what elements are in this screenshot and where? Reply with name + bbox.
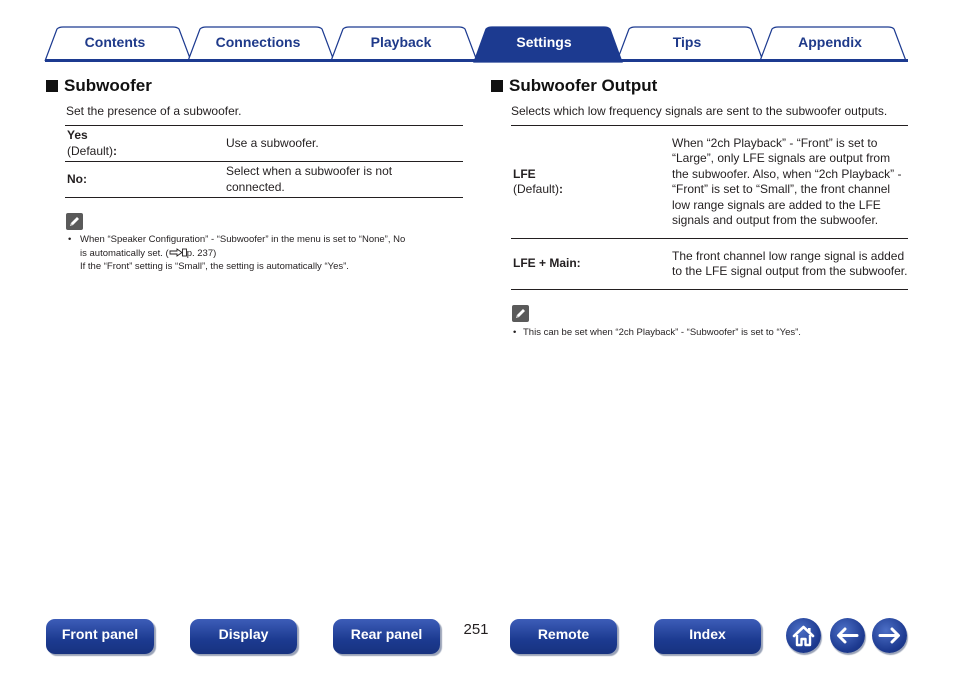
home-icon[interactable] bbox=[786, 618, 821, 653]
option-key: Yes (Default): bbox=[67, 128, 118, 158]
note-line: is automatically set. ( p. 237) bbox=[80, 247, 217, 259]
display-button[interactable]: Display bbox=[190, 619, 297, 654]
section-title-subwoofer: Subwoofer bbox=[46, 75, 152, 97]
pencil-icon bbox=[66, 213, 83, 230]
back-arrow-icon[interactable] bbox=[830, 618, 865, 653]
section-lead-subwoofer: Set the presence of a subwoofer. bbox=[66, 104, 242, 118]
remote-button[interactable]: Remote bbox=[510, 619, 617, 654]
tab-playback[interactable]: Playback bbox=[370, 34, 432, 50]
section-marker-icon bbox=[46, 80, 58, 92]
note-subwoofer-output bbox=[513, 326, 908, 342]
note-subwoofer bbox=[68, 233, 468, 277]
note-line: If the “Front” setting is “Small”, the setting is automatically “Yes”. bbox=[80, 261, 349, 272]
page-reference-icon bbox=[169, 248, 187, 257]
tab-tips[interactable]: Tips bbox=[672, 34, 702, 50]
options-table-subwoofer bbox=[65, 125, 463, 198]
option-description: The front channel low range signal is added to the LFE signal output from the subwoofer. bbox=[672, 248, 908, 278]
section-title-subwoofer-output: Subwoofer Output bbox=[491, 75, 657, 97]
index-button[interactable]: Index bbox=[654, 619, 761, 654]
option-description: Use a subwoofer. bbox=[226, 135, 319, 150]
tab-connections[interactable]: Connections bbox=[215, 34, 301, 50]
option-description: When “2ch Playback” - “Front” is set to “Large”, only LFE signals are output from the subwoofer. Also, when “2ch Playback” - “Front” is set to “Small”, the front channel low range signals are added to the LFE signals and output from the subwoofer. bbox=[672, 135, 902, 227]
section-lead-subwoofer-output: Selects which low frequency signals are sent to the subwoofer outputs. bbox=[511, 104, 888, 118]
tab-contents[interactable]: Contents bbox=[84, 34, 146, 50]
bullet: • bbox=[68, 234, 72, 245]
tab-appendix[interactable]: Appendix bbox=[798, 34, 862, 50]
note-line: When “Speaker Configuration” - “Subwoofer” in the menu is set to “None”, No bbox=[80, 234, 406, 245]
front-panel-button[interactable]: Front panel bbox=[46, 619, 154, 654]
tab-bar bbox=[0, 0, 954, 64]
options-table-subwoofer-output bbox=[511, 125, 908, 290]
table-row bbox=[511, 239, 908, 290]
note-line: This can be set when “2ch Playback” - “Subwoofer” is set to “Yes”. bbox=[523, 327, 801, 338]
pencil-icon bbox=[512, 305, 529, 322]
table-row bbox=[511, 126, 908, 239]
option-key: LFE + Main: bbox=[513, 256, 581, 271]
option-key: No: bbox=[67, 171, 87, 186]
option-description: Select when a subwoofer is not connected. bbox=[226, 164, 393, 194]
tab-settings[interactable]: Settings bbox=[516, 34, 572, 50]
table-row bbox=[65, 126, 463, 162]
rear-panel-button[interactable]: Rear panel bbox=[333, 619, 440, 654]
table-row bbox=[65, 162, 463, 198]
section-marker-icon bbox=[491, 80, 503, 92]
forward-arrow-icon[interactable] bbox=[872, 618, 907, 653]
page-number: 251 bbox=[463, 621, 489, 638]
page-reference-link[interactable]: p. 237) bbox=[186, 247, 217, 259]
bullet: • bbox=[513, 327, 517, 338]
tab-bar-shapes bbox=[0, 0, 954, 64]
option-key: LFE (Default): bbox=[513, 166, 564, 196]
